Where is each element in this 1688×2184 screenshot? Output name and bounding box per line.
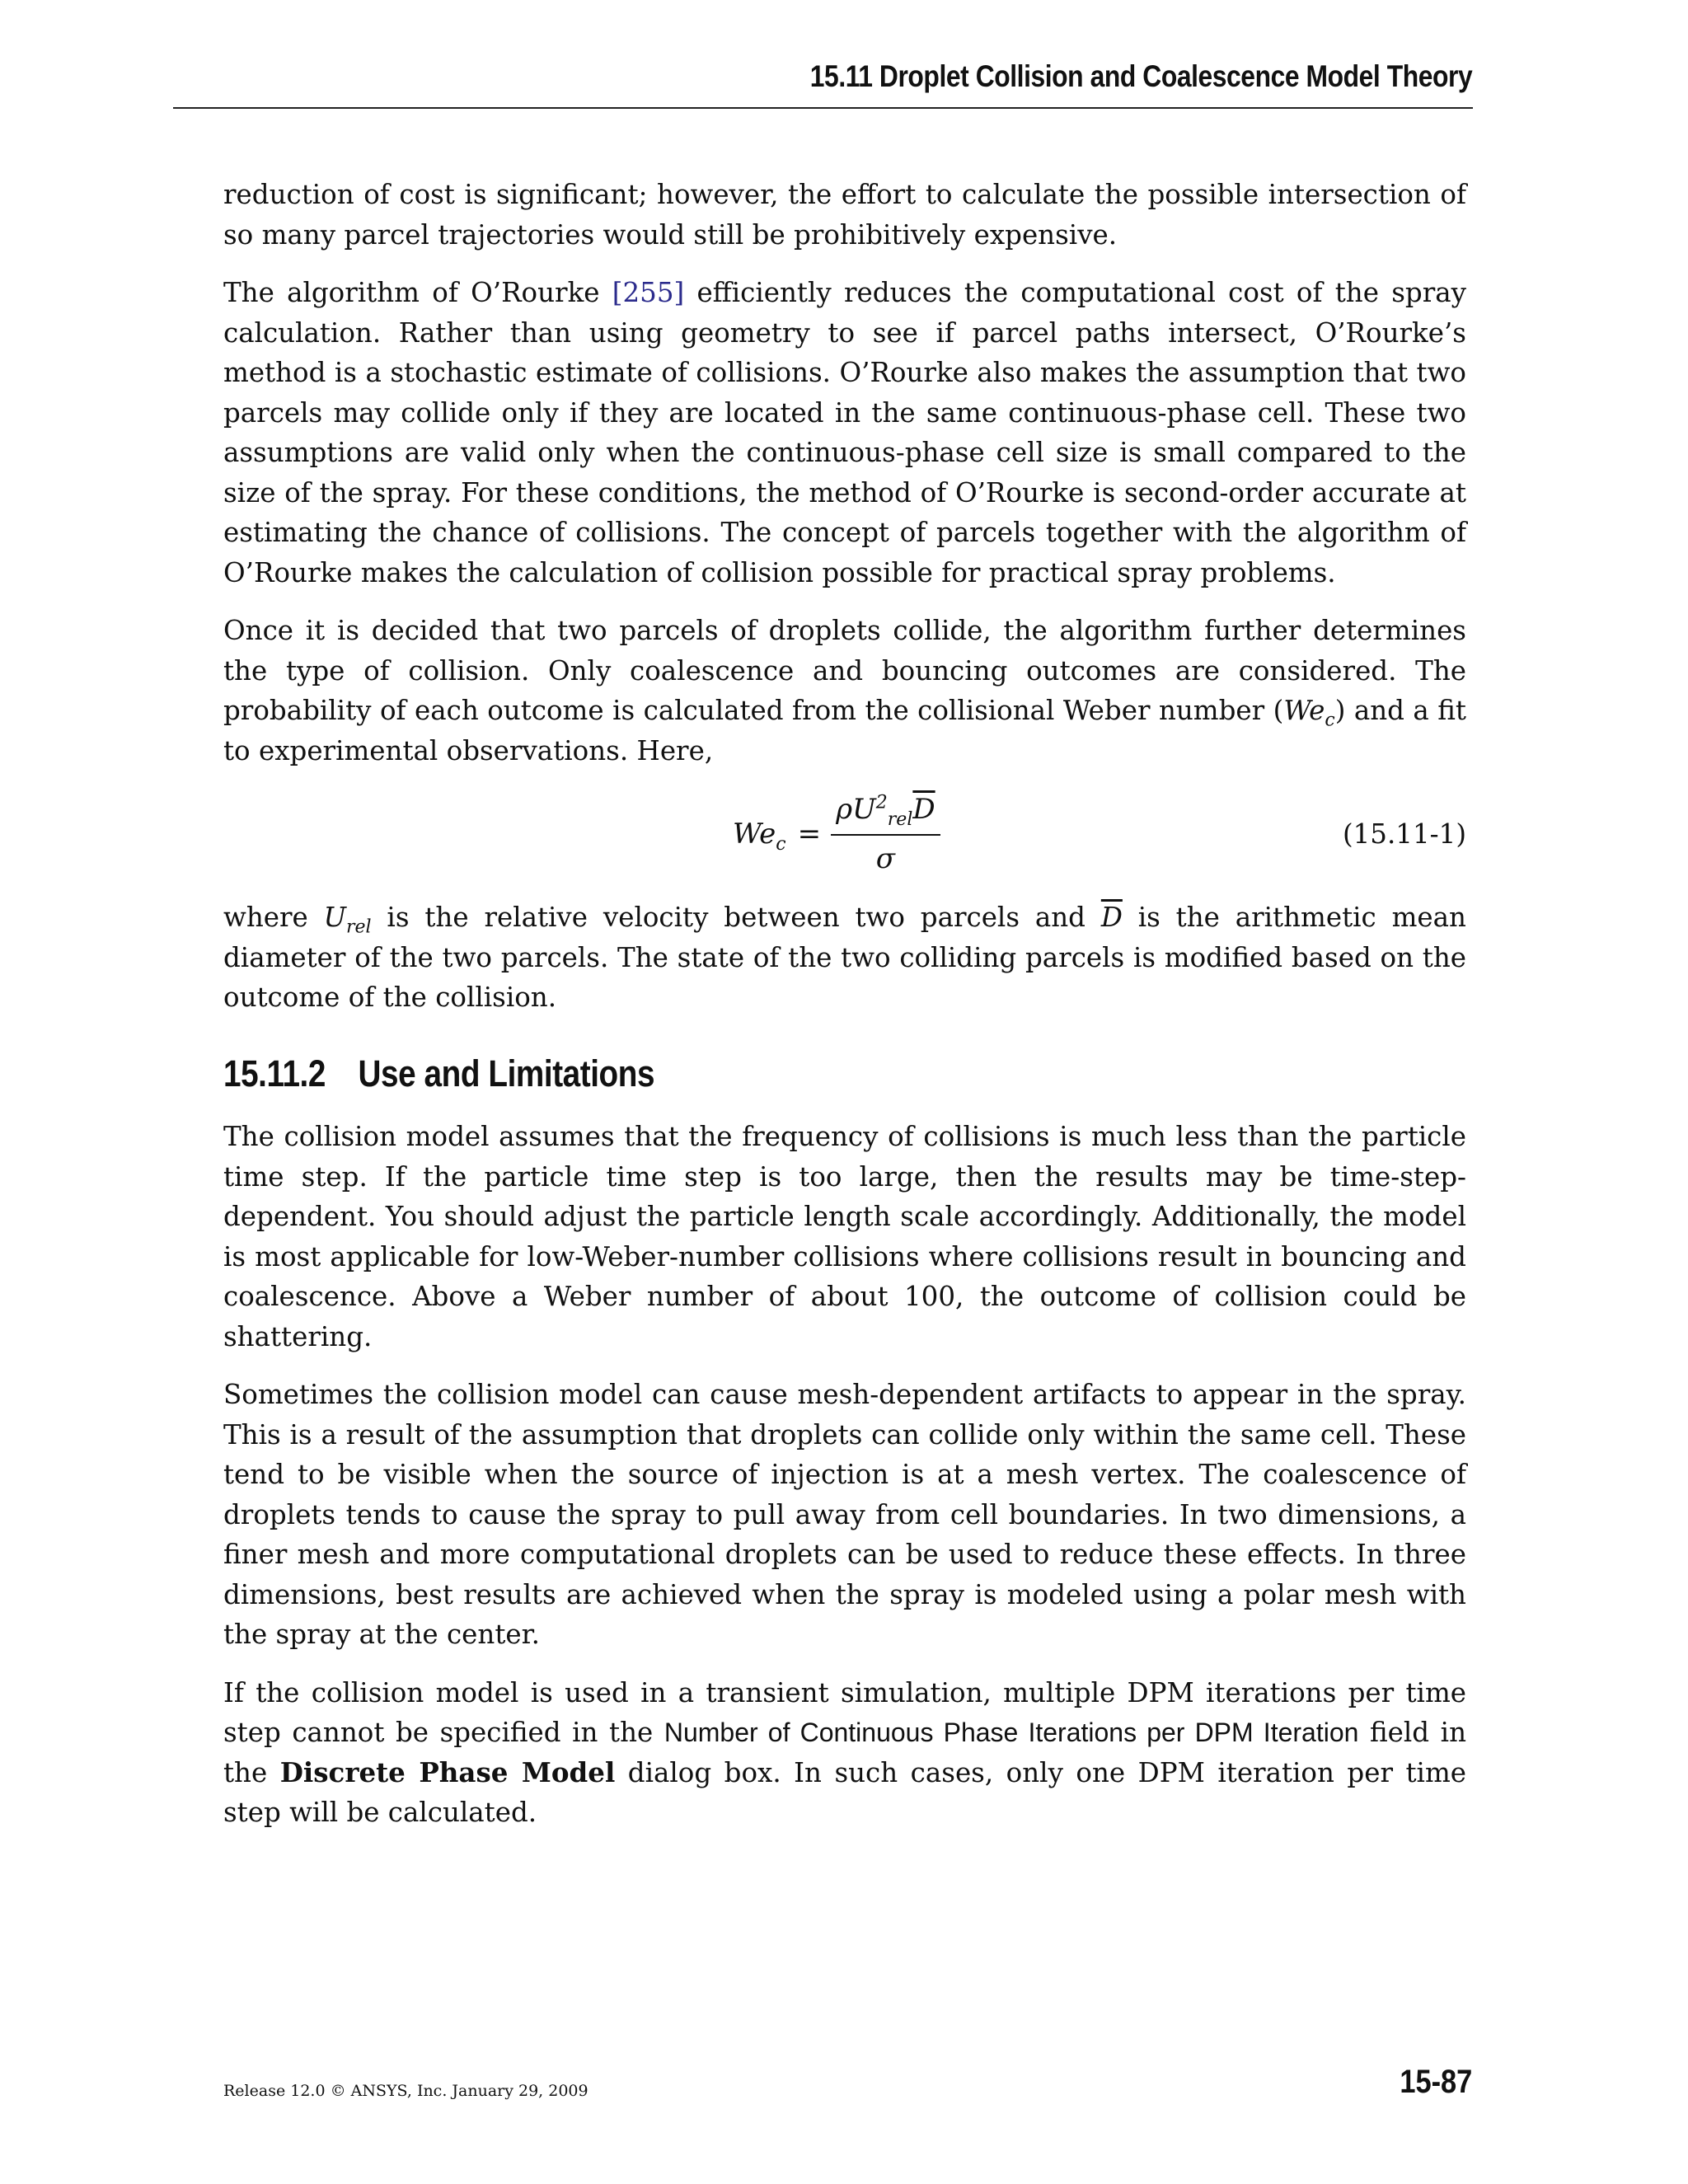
paragraph-3-text-a: Once it is decided that two parcels of droplets collide, the algorithm further determines the type of collision. Only coalescence and bouncing outcomes are considered. The probability of each outcome is calculated from the collisional Weber number ( xyxy=(223,615,1466,726)
paragraph-7: If the collision model is used in a transient simulation, multiple DPM iterations per time step cannot be specified in the Number of Continuous Phase Iterations per DPM Iteration field in the Discrete Phase Model dialog box. In such cases, only one DPM iteration per time step will be calculated. xyxy=(223,1676,1466,1828)
page-number: 15-87 xyxy=(1400,2064,1472,2100)
equation-number: (15.11-1) xyxy=(1342,818,1466,850)
section-title: Use and Limitations xyxy=(358,1052,655,1094)
weber-symbol: We xyxy=(1283,695,1325,726)
dialog-name: Discrete Phase Model xyxy=(279,1755,616,1788)
citation-link[interactable]: [255] xyxy=(612,277,685,308)
section-heading xyxy=(223,1054,1292,1094)
header-rule xyxy=(173,107,1473,109)
paragraph-3-text-b: ) and a fit to experimental observations. Here, xyxy=(223,695,1466,766)
field-name: Number of Continuous Phase Iterations per DPM Iteration xyxy=(663,1718,1359,1747)
equation-lhs: $We_c$ xyxy=(733,817,786,855)
paragraph-5: The collision model assumes that the frequency of collisions is much less than the particle time step. If the particle time step is too large, then the results may be time-step-dependent. You should adjust the particle length scale accordingly. Additionally, the model is most applicable for low-Weber-number collisions where collisions result in bouncing and coalescence. Above a Weber number of about 100, the outcome of collision could be shattering. xyxy=(223,1121,1466,1352)
urel-symbol: U xyxy=(323,902,346,933)
fraction-denominator: σ xyxy=(875,842,895,875)
weber-subscript: c xyxy=(1325,710,1335,731)
equation-body xyxy=(733,789,940,879)
paragraph-6: Sometimes the collision model can cause mesh-dependent artifacts to appear in the spray. This is a result of the assumption that droplets can collide only within the same cell. These tend to be visible when the source of injection is at a mesh vertex. The coalescence of droplets tends to cause the spray to pull away from cell boundaries. In two dimensions, a finer mesh and more computational droplets can be used to reduce these effects. In three dimensions, best results are achieved when the spray is modeled using a polar mesh with the spray at the center. xyxy=(223,1379,1466,1650)
urel-subscript: rel xyxy=(346,916,372,938)
section-number: 15.11.2 xyxy=(223,1052,326,1094)
main-text xyxy=(223,175,1466,1851)
paragraph-4: where $U_{rel}$ is the relative velocity between two parcels and $\overline{D}$ is the arithmetic mean diameter of the two parcels. The state of the two colliding parcels is modified based on the outcome of the collision. xyxy=(223,902,1466,1013)
running-header-title: 15.11 Droplet Collision and Coalescence Model Theory xyxy=(809,59,1472,93)
paragraph-1: reduction of cost is significant; however, the effort to calculate the possible intersection of so many parcel trajectories would still be prohibitively expensive. xyxy=(223,179,1466,251)
paragraph-3 xyxy=(223,611,1466,771)
footer-release: Release 12.0 © ANSYS, Inc. January 29, 2009 xyxy=(223,2082,588,2100)
equation-15-11-1 xyxy=(223,789,1466,879)
paragraph-2 xyxy=(223,273,1466,593)
fraction-numerator: $\rho U^2_{rel}\overline{D}$ xyxy=(831,790,940,837)
equation-fraction xyxy=(831,790,940,879)
equation-equals: = xyxy=(797,817,822,851)
paragraph-2-text-b: efficiently reduces the computational cost of the spray calculation. Rather than using geometry to see if parcel paths intersect, O’Rourke’s method is a stochastic estimate of collisions. O’Rourke also makes the assumption that two parcels may collide only if they are located in the same continuous-phase cell. These two assumptions are valid only when the continuous-phase cell size is small compared to the size of the spray. For these conditions, the method of O’Rourke is second-order accurate at estimating the chance of collisions. The concept of parcels together with the algorithm of O’Rourke makes the calculation of collision possible for practical spray problems. xyxy=(223,277,1466,588)
paragraph-2-text-a: The algorithm of O’Rourke xyxy=(223,277,612,308)
dbar-symbol: $\overline{D}$ xyxy=(1100,902,1123,933)
